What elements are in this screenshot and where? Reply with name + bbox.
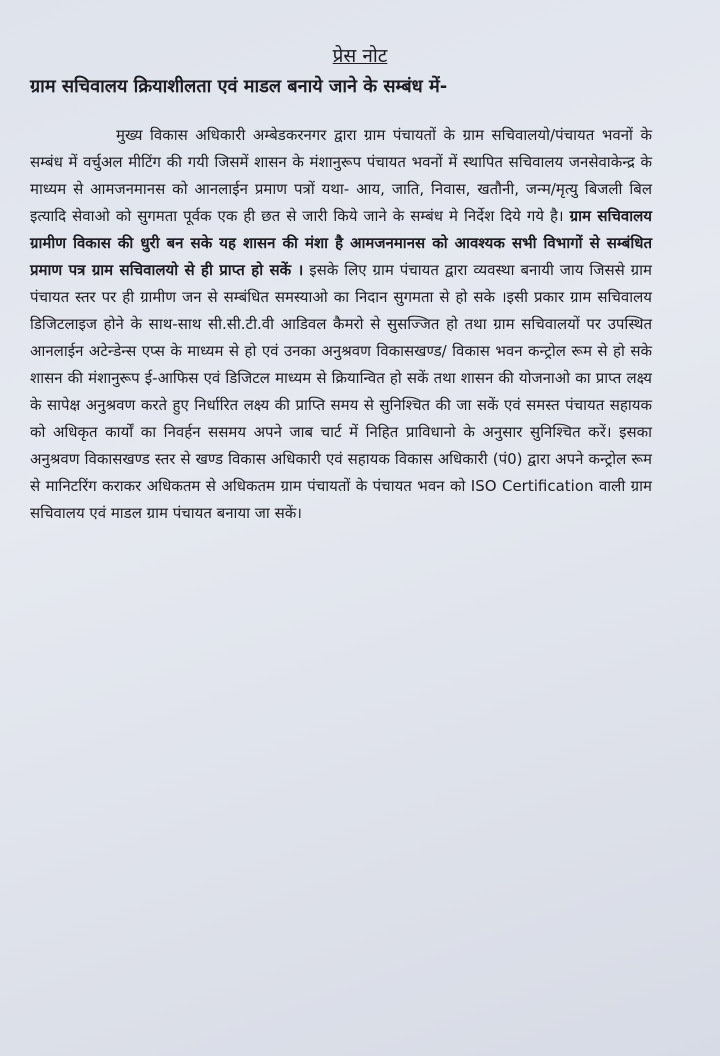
body-text-bold: ग्राम सचिवालय ग्रामीण विकास की धुरी बन सके यह शासन की मंशा है आमजनमानस को आवश्यक सभी विभागों से सम्बंधित प्रमाण पत्र ग्राम सचिवालयो से ही प्राप्त हो सकें ।: [30, 207, 653, 279]
body-text-part2: इसके लिए ग्राम पंचायत द्वारा व्यवस्था बनायी जाय जिससे ग्राम पंचायत स्तर पर ही ग्रामीण जन से सम्बंधित समस्याओ का निदान सुगमता से हो सके ।इसी प्रकार ग्राम सचिवालय डिजिटलाइज होने के साथ-साथ सी.सी.टी.वी आडिवल कैमरो से सुसज्जित हो तथा ग्राम सचिवालयों पर उपस्थित आनलाईन अटेन्डेन्स एप्स के माध्यम से हो एवं उनका अनुश्रवण विकासखण्ड/ विकास भवन कन्ट्रोल रूम से हो सके शासन की मंशानुरूप ई-आफिस एवं डिजिटल माध्यम से क्रियान्वित हो सकें तथा शासन की योजनाओ का प्राप्त लक्ष्य के सापेक्ष अनुश्रवण करते हुए निर्धारित लक्ष्य की प्राप्ति समय से सुनिश्चित की जा सकें एवं समस्त पंचायत सहायक को अधिकृत कार्यों का निवर्हन ससमय अपने जाब चार्ट में निहित प्राविधानो के अनुसार सुनिश्चित करें। इसका अनुश्रवण विकासखण्ड स्तर से खण्ड विकास अधिकारी एवं सहायक विकास अधिकारी (पं0) द्वारा अपने कन्ट्रोल रूम से मानिटरिंग कराकर अधिकतम से अधिकतम ग्राम पंचायतों के पंचायत भवन को ISO Certification वाली ग्राम सचिवालय एवं माडल ग्राम पंचायत बनाया जा सकें।: [30, 261, 652, 522]
body-text-part1: मुख्य विकास अधिकारी अम्बेडकरनगर द्वारा ग्राम पंचायतों के ग्राम सचिवालयो/पंचायत भवनों के सम्बंध में वर्चुअल मीटिंग की गयी जिसमें शासन के मंशानुरूप पंचायत भवनों में स्थापित सचिवालय जनसेवाकेन्द्र के माध्यम से आमजनमानस को आनलाईन प्रमाण पत्रों यथा- आय, जाति, निवास, खतौनी, जन्म/मृत्यु बिजली बिल इत्यादि सेवाओ को सुगमता पूर्वक एक ही छत से जारी किये जाने के सम्बंध मे निर्देश दिये गये है।: [30, 126, 652, 225]
document-body: [30, 122, 652, 527]
document-subject: ग्राम सचिवालय क्रियाशीलता एवं माडल बनाये जाने के सम्बंध में-: [30, 76, 448, 97]
document-heading: प्रेस नोट: [332, 45, 388, 67]
